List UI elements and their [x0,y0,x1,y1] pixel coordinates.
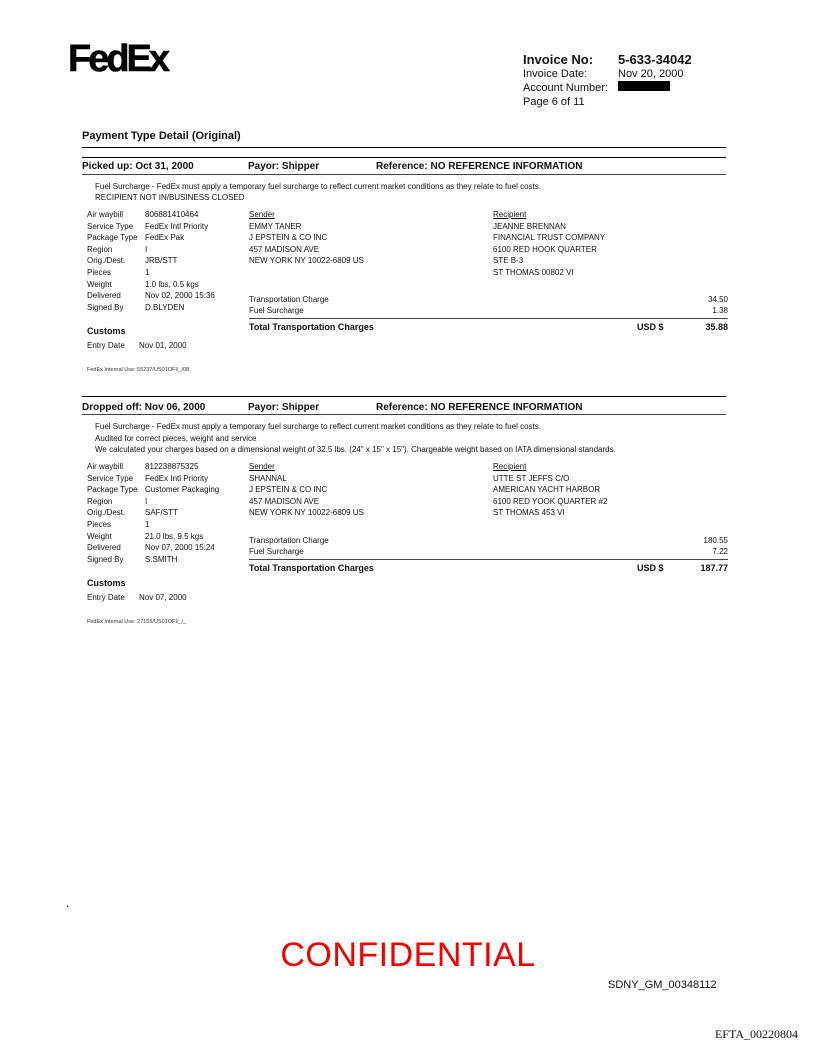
package-type-label: Package Type [87,485,138,495]
total-rule [249,559,728,560]
fuel-surcharge-value: 1.38 [712,306,728,315]
shipment-date: Picked up: Oct 31, 2000 [82,161,194,172]
total-value: 35.88 [705,322,728,332]
recipient-block [493,209,605,279]
sender-line: EMMY TANER [249,221,302,231]
air-waybill-label: Air waybill [87,462,124,471]
fuel-surcharge-value: 7.22 [712,547,728,556]
entry-date-value: Nov 01, 2000 [139,341,187,350]
region-value: I [145,244,148,254]
efta-number: EFTA_00220804 [714,1027,798,1041]
orig-dest-value: SAF/STT [145,508,178,518]
delivered-value: Nov 02, 2000 15:36 [145,291,215,301]
shipment-header-rule [82,414,726,415]
recipient-line: AMERICAN YACHT HARBOR [493,485,601,495]
sender-heading: Sender [249,210,275,219]
shipment-details [87,461,247,565]
signed-by-value: S.SMITH [145,554,178,564]
entry-date-value: Nov 07, 2000 [139,593,187,602]
delivered-label: Delivered [87,543,121,553]
recipient-block [493,461,607,519]
sender-line: 457 MADISON AVE [249,244,320,254]
shipment-reference: Reference: NO REFERENCE INFORMATION [376,161,583,172]
air-waybill-label: Air waybill [87,210,124,219]
shipment-note: Audited for correct pieces, weight and service [95,434,257,443]
region-value: I [145,496,148,506]
internal-use: FedEx Internal Use: 55237/US01OFI/_/08 [87,367,190,373]
weight-label: Weight [87,279,112,289]
delivered-value: Nov 07, 2000 15:24 [145,543,215,553]
signed-by-value: D.BLYDEN [145,302,185,312]
delivered-label: Delivered [87,291,121,301]
package-type-value: Customer Packaging [145,485,220,495]
shipment-details [87,209,247,313]
sender-block [249,209,364,267]
customs-heading: Customs [87,578,126,588]
internal-use: FedEx Internal Use: 27155/US01OFI/_/_ [87,619,187,625]
shipment-payor: Payor: Shipper [248,402,320,413]
redaction-box [618,81,670,91]
sender-line: NEW YORK NY 10022-6809 US [249,508,364,518]
shipment-header-rule [82,174,726,175]
service-type-value: FedEx Intl Priority [145,221,209,231]
orig-dest-value: JRB/STT [145,256,178,266]
shipment-note: We calculated your charges based on a dimensional weight of 32.5 lbs. (24" x 15" x 15"). Chargeable weight based on IATA dimensional standards. [95,445,616,454]
sender-line: SHANNAL [249,473,287,483]
section-rule [82,147,726,148]
pieces-value: 1 [145,519,150,529]
recipient-heading: Recipient [493,210,527,219]
sender-line: J EPSTEIN & CO INC [249,233,328,243]
weight-label: Weight [87,531,112,541]
currency-label: USD $ [637,322,664,332]
recipient-line: FINANCIAL TRUST COMPANY [493,233,606,243]
recipient-line: 6100 RED YOOK QUARTER #2 [493,496,608,506]
transportation-charge-label: Transportation Charge [249,295,329,304]
entry-date-label: Entry Date [87,593,125,602]
pieces-label: Pieces [87,519,112,529]
stray-dot: . [66,896,70,910]
pieces-value: 1 [145,267,150,277]
fuel-surcharge-label: Fuel Surcharge [249,306,304,315]
invoice-no: 5-633-34042 [618,52,692,67]
orig-dest-label: Orig./Dest. [87,256,126,266]
currency-label: USD $ [637,563,664,573]
sender-line: J EPSTEIN & CO INC [249,485,328,495]
recipient-line: ST THOMAS 00802 VI [493,267,574,277]
signed-by-label: Signed By [87,302,124,312]
shipment-top-rule [82,157,726,158]
shipment-payor: Payor: Shipper [248,161,320,172]
signed-by-label: Signed By [87,554,124,564]
recipient-line: UTTE ST JEFFS C/O [493,473,570,483]
sender-line: NEW YORK NY 10022-6809 US [249,256,364,266]
total-rule [249,318,728,319]
shipment-note: RECIPIENT NOT IN/BUSINESS CLOSED [95,193,245,202]
service-type-value: FedEx Intl Priority [145,473,209,483]
confidential-stamp: CONFIDENTIAL [280,936,536,974]
sender-block [249,461,364,519]
fuel-surcharge-label: Fuel Surcharge [249,547,304,556]
orig-dest-label: Orig./Dest. [87,508,126,518]
recipient-line: 6100 RED HOOK QUARTER [493,244,597,254]
total-label: Total Transportation Charges [249,563,374,573]
customs-heading: Customs [87,326,126,336]
invoice-no-label: Invoice No: [523,52,594,67]
transportation-charge-value: 34.50 [707,295,728,304]
recipient-line: ST THOMAS 453 VI [493,508,565,518]
recipient-line: STE B-3 [493,256,524,266]
shipment-top-rule [82,396,726,397]
sender-line: 457 MADISON AVE [249,496,320,506]
fedex-logo-text: FedEx [68,38,168,78]
sender-heading: Sender [249,462,275,471]
weight-value: 1.0 lbs, 0.5 kgs [145,279,199,289]
invoice-date-label: Invoice Date: [523,68,588,80]
total-value: 187.77 [700,563,728,573]
transportation-charge-label: Transportation Charge [249,536,329,545]
total-label: Total Transportation Charges [249,322,374,332]
invoice-date: Nov 20, 2000 [618,68,684,80]
fedex-logo [68,38,188,78]
weight-value: 21.0 lbs, 9.5 kgs [145,531,204,541]
recipient-heading: Recipient [493,462,527,471]
package-type-value: FedEx Pak [145,233,185,243]
shipment-date: Dropped off: Nov 06, 2000 [82,402,206,413]
air-waybill-value: 812238875325 [145,462,199,471]
page-number: Page 6 of 11 [523,96,585,108]
bates-number: SDNY_GM_00348112 [608,979,717,991]
air-waybill-value: 806881410464 [145,210,199,219]
recipient-line: JEANNE BRENNAN [493,221,566,231]
service-type-label: Service Type [87,221,134,231]
region-label: Region [87,496,113,506]
service-type-label: Service Type [87,473,134,483]
section-title: Payment Type Detail (Original) [82,130,241,142]
shipment-note: Fuel Surcharge - FedEx must apply a temporary fuel surcharge to reflect current market conditions as they relate to fuel costs. [95,422,541,431]
account-number-label: Account Number: [523,82,608,94]
shipment-reference: Reference: NO REFERENCE INFORMATION [376,402,583,413]
shipment-note: Fuel Surcharge - FedEx must apply a temporary fuel surcharge to reflect current market conditions as they relate to fuel costs. [95,182,541,191]
region-label: Region [87,244,113,254]
pieces-label: Pieces [87,267,112,277]
package-type-label: Package Type [87,233,138,243]
transportation-charge-value: 180.55 [703,536,728,545]
entry-date-label: Entry Date [87,341,125,350]
